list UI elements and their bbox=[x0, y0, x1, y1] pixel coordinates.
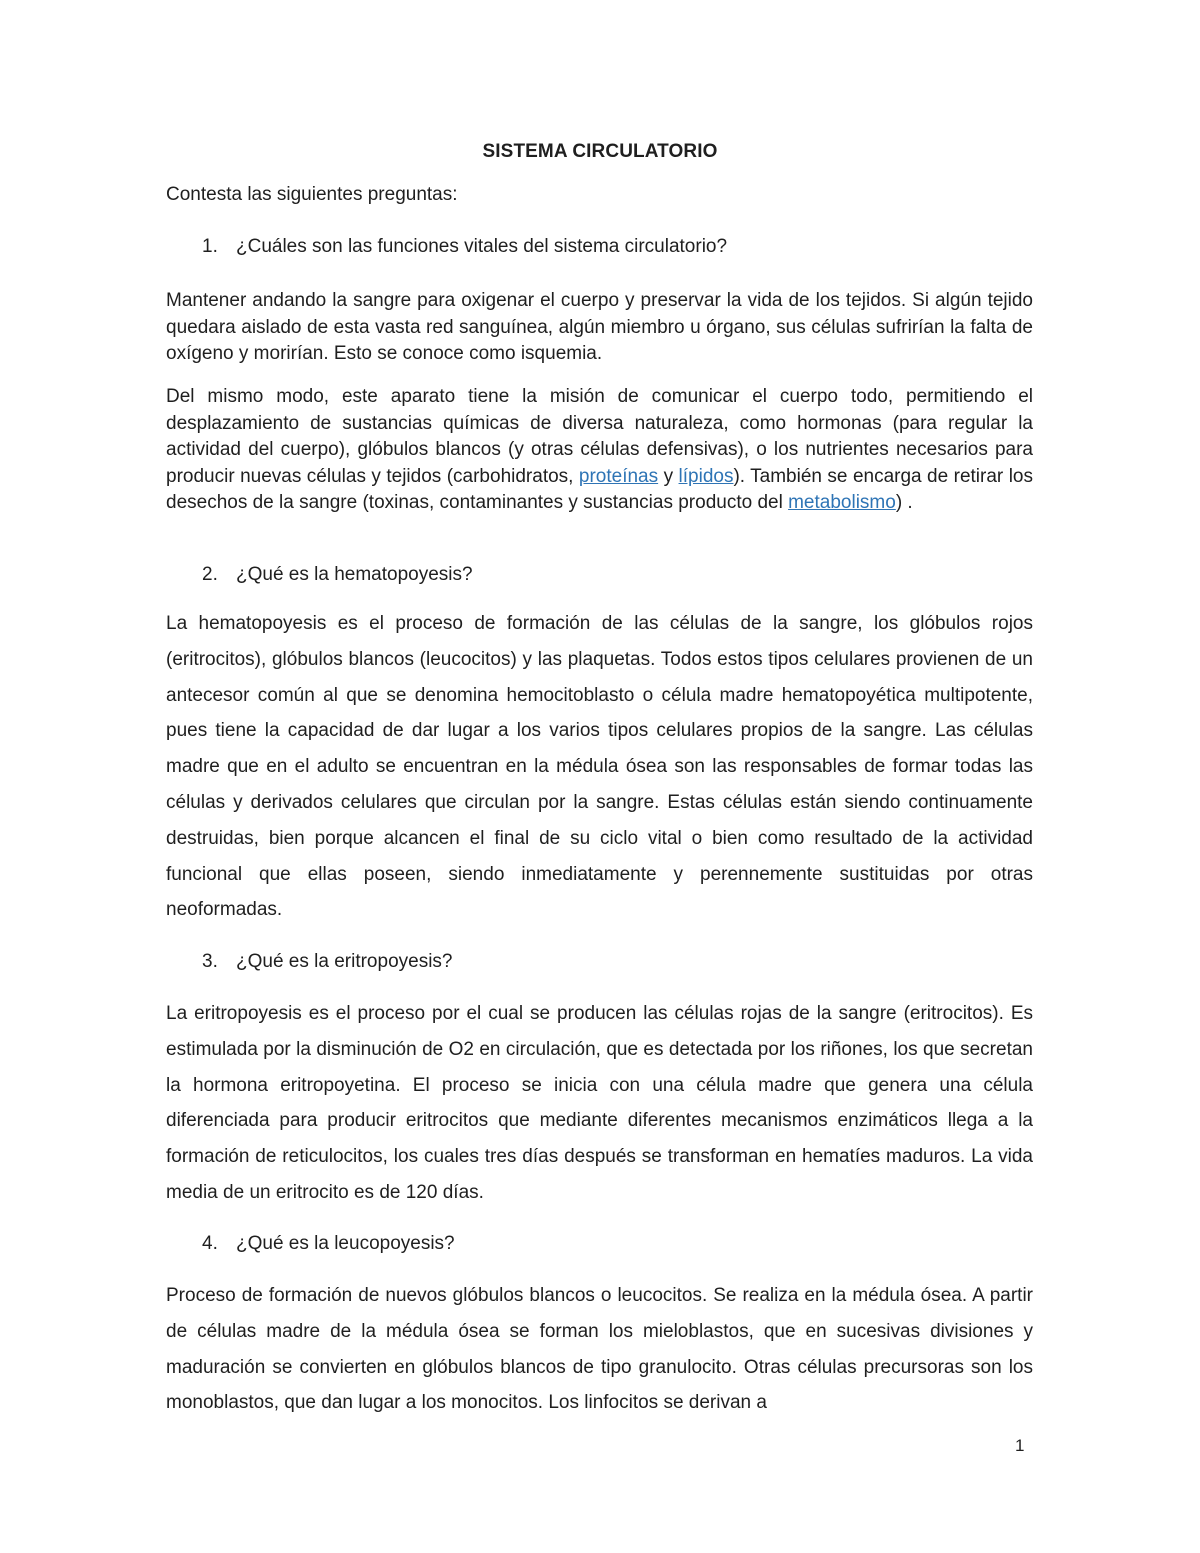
document-title: SISTEMA CIRCULATORIO bbox=[482, 141, 718, 162]
link-metabolismo[interactable]: metabolismo bbox=[788, 492, 896, 513]
page-number: 1 bbox=[1015, 1436, 1025, 1455]
answer-text: ). También se encarga de retirar los desechos de la sangre (toxinas, contaminantes y sustancias producto del bbox=[166, 465, 1033, 513]
answer-2-paragraph: La hematopoyesis es el proceso de formación de las células de la sangre, los glóbulos rojos (eritrocitos), glóbulos blancos (leucocitos) y las plaquetas. Todos estos tipos celulares provienen de un antecesor común al que se denomina hemocitoblasto o célula madre hematopoyética multipotente, pues tiene la capacidad de dar lugar a los varios tipos celulares propios de la sangre. Las células madre que en el adulto se encuentran en la médula ósea son las responsables de formar todas las células y derivados celulares que circulan por la sangre. Estas células están siendo continuamente destruidas, bien porque alcancen el final de su ciclo vital o bien como resultado de la actividad funcional que ellas poseen, siendo inmediatamente y perennemente sustituidas por otras neoformadas. bbox=[166, 613, 1033, 921]
link-proteinas[interactable]: proteínas bbox=[578, 465, 659, 487]
question-text: ¿Qué es la eritropoyesis? bbox=[236, 951, 453, 972]
answer-text: Del mismo modo, este aparato tiene la misión de comunicar el cuerpo todo, permitiendo el desplazamiento de sustancias químicas de diversa naturaleza, como hormonas (para regular la actividad del cuerpo), glóbulos blancos (y otras células defensivas), o los nutrientes necesarios para producir nuevas células y tejidos (carbohidratos, bbox=[166, 386, 1033, 487]
answer-text: ) . bbox=[895, 492, 913, 513]
question-number: 1. bbox=[202, 236, 218, 257]
question-4 bbox=[202, 1233, 455, 1255]
intro-text: Contesta las siguientes preguntas: bbox=[166, 184, 458, 205]
answer-3-paragraph: La eritropoyesis es el proceso por el cual se producen las células rojas de la sangre (eritrocitos). Es estimulada por la disminución de O2 en circulación, que es detectada por los riñones, los que secretan la hormona eritropoyetina. El proceso se inicia con una célula madre que genera una célula diferenciada para producir eritrocitos que mediante diferentes mecanismos enzimáticos llega a la formación de reticulocitos, los cuales tres días después se transforman en hematíes maduros. La vida media de un eritrocito es de 120 días. bbox=[166, 1003, 1033, 1203]
question-text: ¿Qué es la leucopoyesis? bbox=[236, 1233, 455, 1254]
question-text: ¿Qué es la hematopoyesis? bbox=[236, 564, 473, 585]
answer-text: y bbox=[658, 465, 679, 487]
answer-4-paragraph: Proceso de formación de nuevos glóbulos blancos o leucocitos. Se realiza en la médula ósea. A partir de células madre de la médula ósea se forman los mieloblastos, que en sucesivas divisiones y maduración se convierten en glóbulos blancos de tipo granulocito. Otras células precursoras son los monoblastos, que dan lugar a los monocitos. Los linfocitos se derivan a bbox=[166, 1285, 1033, 1414]
question-number: 3. bbox=[202, 951, 218, 972]
answer-1-paragraph-1: Mantener andando la sangre para oxigenar el cuerpo y preservar la vida de los tejidos. Si algún tejido quedara aislado de esta vasta red sanguínea, algún miembro u órgano, sus células sufrirían la falta de oxígeno y morirían. Esto se conoce como isquemia. bbox=[166, 290, 1033, 364]
question-number: 2. bbox=[202, 564, 218, 585]
question-2 bbox=[202, 564, 473, 586]
question-text: ¿Cuáles son las funciones vitales del sistema circulatorio? bbox=[236, 236, 728, 257]
question-1 bbox=[202, 236, 727, 258]
question-number: 4. bbox=[202, 1233, 218, 1254]
link-lipidos[interactable]: lípidos bbox=[678, 465, 734, 487]
question-3 bbox=[202, 951, 453, 973]
answer-1-paragraph-2 bbox=[166, 384, 1033, 517]
